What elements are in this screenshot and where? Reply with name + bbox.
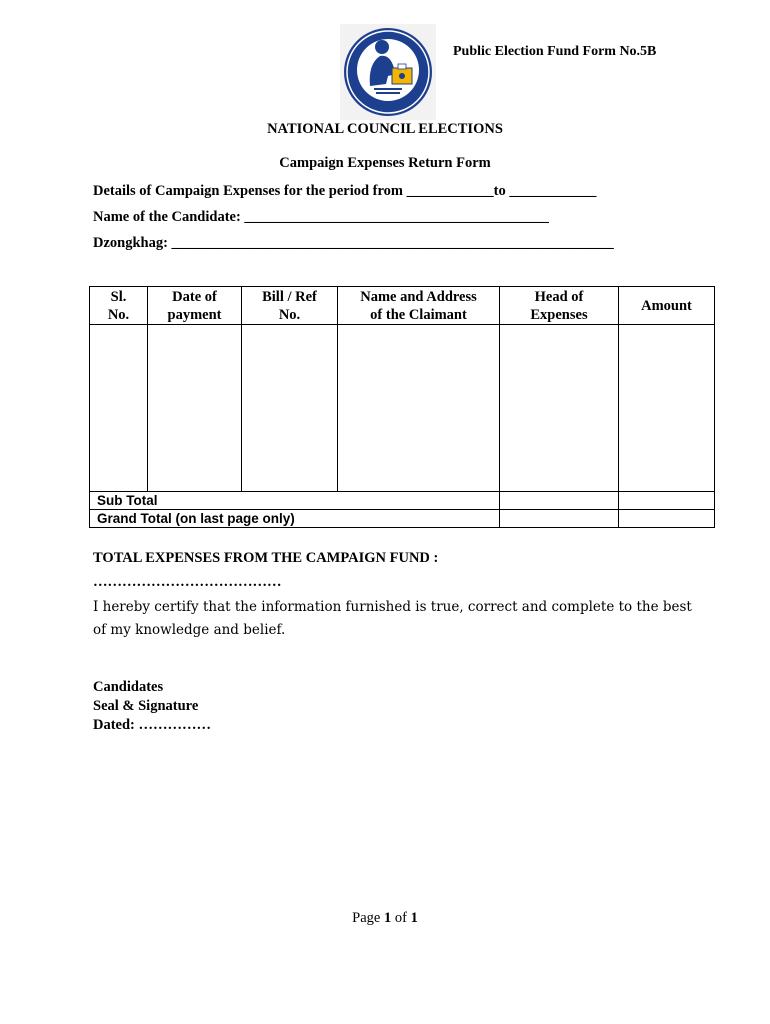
table-cell[interactable]	[90, 325, 148, 492]
sub-total-amount-cell[interactable]	[619, 492, 715, 510]
grand-total-head-cell[interactable]	[500, 510, 619, 528]
table-cell[interactable]	[338, 325, 500, 492]
dzongkhag-field[interactable]: Dzongkhag: _____________________________________________________________	[93, 235, 614, 251]
grand-total-amount-cell[interactable]	[619, 510, 715, 528]
col-header-claimant: Name and Address of the Claimant	[338, 287, 500, 325]
form-title: Campaign Expenses Return Form	[279, 155, 491, 171]
form-number: Public Election Fund Form No.5B	[453, 44, 657, 59]
election-commission-logo	[340, 24, 436, 120]
sub-total-label: Sub Total	[90, 492, 500, 510]
grand-total-label: Grand Total (on last page only)	[90, 510, 500, 528]
election-title: NATIONAL COUNCIL ELECTIONS	[267, 121, 503, 137]
grand-total-row	[90, 510, 715, 528]
col-header-bill-ref: Bill / Ref No.	[242, 287, 338, 325]
total-expenses-label: TOTAL EXPENSES FROM THE CAMPAIGN FUND :	[93, 550, 439, 566]
table-row	[90, 325, 715, 492]
expenses-table	[89, 286, 715, 528]
table-cell[interactable]	[148, 325, 242, 492]
col-header-head-of-expenses: Head of Expenses	[500, 287, 619, 325]
period-field[interactable]: Details of Campaign Expenses for the period from ____________to ____________	[93, 183, 597, 199]
candidate-name-field[interactable]: Name of the Candidate: __________________________________________	[93, 209, 549, 225]
dated-field[interactable]: Dated: ……………	[93, 717, 212, 733]
table-cell[interactable]	[619, 325, 715, 492]
col-header-amount: Amount	[619, 287, 715, 325]
signature-label-line2: Seal & Signature	[93, 698, 199, 714]
certification-text: I hereby certify that the information furnished is true, correct and complete to the best of my knowledge and belief.	[93, 599, 692, 638]
page-number: Page 1 of 1	[352, 910, 418, 926]
table-cell[interactable]	[500, 325, 619, 492]
col-header-sl-no: Sl. No.	[90, 287, 148, 325]
table-cell[interactable]	[242, 325, 338, 492]
col-header-date: Date of payment	[148, 287, 242, 325]
signature-label-line1: Candidates	[93, 679, 164, 695]
sub-total-head-cell[interactable]	[500, 492, 619, 510]
sub-total-row	[90, 492, 715, 510]
table-header-row	[90, 287, 715, 325]
total-expenses-value-field[interactable]: …………………………………	[93, 574, 282, 590]
